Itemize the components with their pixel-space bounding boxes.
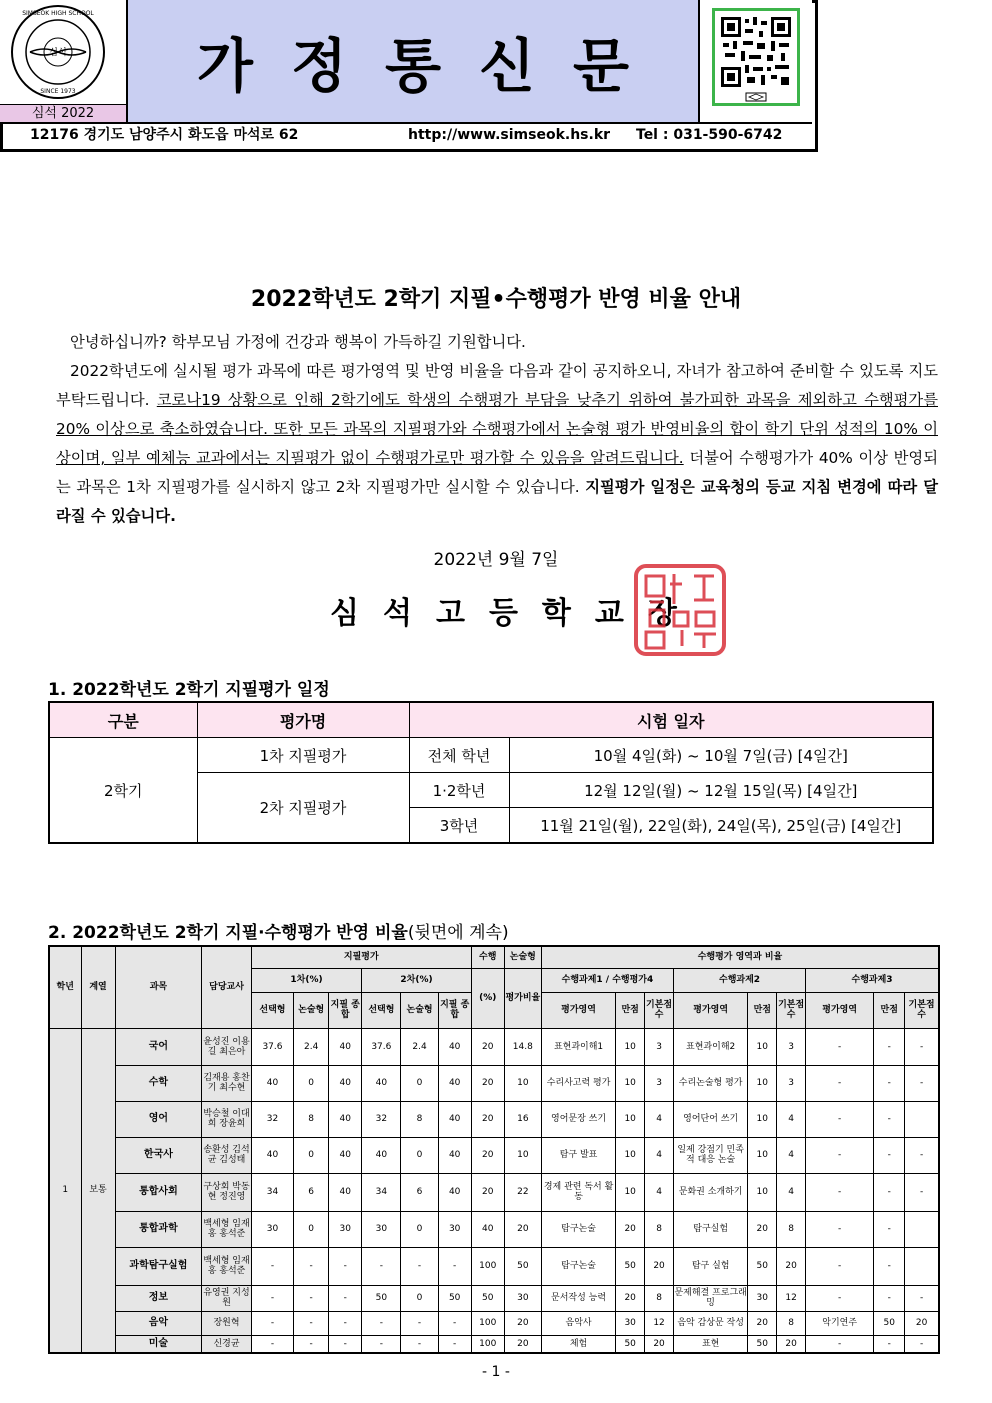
col-header-grade: 학년 (49, 946, 81, 1028)
value-cell: 4 (777, 1101, 806, 1137)
value-cell: 체험 (541, 1335, 615, 1353)
value-cell: 6 (294, 1173, 329, 1211)
value-cell: 8 (645, 1285, 674, 1311)
value-cell: 8 (294, 1101, 329, 1137)
col-header-second-exam: 2차(%) (362, 968, 471, 992)
col-header-subject: 과목 (115, 946, 202, 1028)
telephone: Tel : 031-590-6742 (636, 127, 783, 143)
col-header-base: 기본점수 (645, 992, 674, 1028)
teacher-cell: 구상회 박동현 정진영 (202, 1173, 252, 1211)
value-cell: 4 (645, 1173, 674, 1211)
value-cell: 10 (616, 1028, 645, 1065)
value-cell: - (329, 1311, 362, 1335)
value-cell: 0 (294, 1211, 329, 1247)
value-cell: 16 (504, 1101, 541, 1137)
value-cell: 30 (616, 1311, 645, 1335)
notice-paragraph (56, 357, 938, 531)
value-cell: 표현과이해2 (674, 1028, 748, 1065)
value-cell: - (874, 1335, 905, 1353)
value-cell: 20 (748, 1211, 777, 1247)
value-cell: 20 (471, 1065, 504, 1101)
value-cell: - (401, 1247, 438, 1285)
value-cell: 20 (616, 1211, 645, 1247)
issue-date: 2022년 9월 7일 (433, 550, 559, 570)
table-row (49, 1137, 939, 1173)
value-cell: - (806, 1028, 874, 1065)
value-cell: 20 (645, 1247, 674, 1285)
official-seal-stamp (630, 562, 730, 658)
section1-title: 1. 2022학년도 2학기 지필평가 일정 (48, 680, 330, 700)
subject-cell: 음악 (115, 1311, 202, 1335)
value-cell: - (905, 1173, 939, 1211)
exam-schedule-table (48, 701, 934, 844)
value-cell: - (438, 1247, 471, 1285)
value-cell: 탐구논술 (541, 1247, 615, 1285)
value-cell: 20 (777, 1335, 806, 1353)
value-cell: - (806, 1101, 874, 1137)
value-cell: 20 (748, 1311, 777, 1335)
value-cell: 40 (329, 1101, 362, 1137)
contact-bar (0, 122, 812, 146)
value-cell: 10 (504, 1065, 541, 1101)
subject-cell: 수학 (115, 1065, 202, 1101)
notice-text-rest: 더불어 수행평가가 40% 이상 반영되는 과목은 1차 지필평가를 실시하지 않고 2차 지필평가만 실시할 수 있습니다. (56, 449, 938, 496)
value-cell: - (806, 1137, 874, 1173)
value-cell: 문제해결 프로그래밍 (674, 1285, 748, 1311)
value-cell: 50 (616, 1247, 645, 1285)
value-cell: 50 (504, 1247, 541, 1285)
value-cell: 50 (748, 1335, 777, 1353)
value-cell: 40 (251, 1137, 293, 1173)
value-cell: 4 (777, 1173, 806, 1211)
value-cell: 30 (438, 1211, 471, 1247)
value-cell: 30 (329, 1211, 362, 1247)
value-cell: - (806, 1335, 874, 1353)
col-header-area: 평가영역 (541, 992, 615, 1028)
value-cell: 악기연주 (806, 1311, 874, 1335)
value-cell: 20 (777, 1247, 806, 1285)
value-cell: 영어문장 쓰기 (541, 1101, 615, 1137)
subject-cell: 정보 (115, 1285, 202, 1311)
date-cell: 12월 12일(월) ~ 12월 15일(목) [4일간] (509, 773, 933, 808)
value-cell: 10 (748, 1173, 777, 1211)
section2-title (48, 918, 509, 943)
value-cell: 3 (645, 1065, 674, 1101)
document-title: 2022학년도 2학기 지필•수행평가 반영 비율 안내 (250, 287, 742, 312)
teacher-cell: 송환성 김석균 김성태 (202, 1137, 252, 1173)
value-cell: - (251, 1335, 293, 1353)
value-cell: 영어단어 쓰기 (674, 1101, 748, 1137)
subject-cell: 과학탐구실험 (115, 1247, 202, 1285)
value-cell: 50 (471, 1285, 504, 1311)
teacher-cell: 박승철 이대희 장윤희 (202, 1101, 252, 1137)
subject-cell: 영어 (115, 1101, 202, 1137)
value-cell: 50 (874, 1311, 905, 1335)
value-cell: 6 (401, 1173, 438, 1211)
grade-cell: 1·2학년 (409, 773, 509, 808)
col-header-es: 논술형 (401, 992, 438, 1028)
value-cell: 10 (748, 1101, 777, 1137)
col-header-written: 지필평가 (251, 946, 471, 968)
value-cell: 40 (471, 1211, 504, 1247)
value-cell: - (294, 1335, 329, 1353)
value-cell: - (329, 1335, 362, 1353)
value-cell: 30 (504, 1285, 541, 1311)
value-cell: - (806, 1211, 874, 1247)
value-cell: 8 (777, 1311, 806, 1335)
value-cell: - (905, 1335, 939, 1353)
value-cell: 음악사 (541, 1311, 615, 1335)
value-cell: 30 (251, 1211, 293, 1247)
value-cell: 30 (362, 1211, 401, 1247)
teacher-cell: 윤성진 이용길 최은아 (202, 1028, 252, 1065)
value-cell: - (905, 1028, 939, 1065)
value-cell: - (438, 1311, 471, 1335)
col-header-teacher: 담당교사 (202, 946, 252, 1028)
value-cell: - (806, 1173, 874, 1211)
teacher-cell: 유영권 지성원 (202, 1285, 252, 1311)
col-header-sum: 지필 종합 (329, 992, 362, 1028)
date-cell: 10월 4일(화) ~ 10월 7일(금) [4일간] (509, 738, 933, 773)
value-cell: - (874, 1028, 905, 1065)
value-cell: 100 (471, 1247, 504, 1285)
exam-name-cell: 1차 지필평가 (197, 738, 409, 773)
table-row (49, 1285, 939, 1311)
assessment-ratio-table (48, 945, 940, 1354)
col-header-base: 기본점수 (905, 992, 939, 1028)
value-cell: 3 (645, 1028, 674, 1065)
value-cell: 표현 (674, 1335, 748, 1353)
value-cell: 10 (748, 1028, 777, 1065)
issue-tag: 심석 2022 (0, 104, 128, 122)
value-cell: - (905, 1137, 939, 1173)
value-cell: 50 (616, 1335, 645, 1353)
value-cell: 40 (329, 1065, 362, 1101)
value-cell: 0 (401, 1285, 438, 1311)
table-row (49, 1335, 939, 1353)
value-cell: 0 (401, 1065, 438, 1101)
logo-ring-text: SIMSEOK HIGH SCHOOL (22, 10, 94, 17)
teacher-cell: 백세형 임재홍 홍석준 (202, 1211, 252, 1247)
grade-cell: 전체 학년 (409, 738, 509, 773)
value-cell: 20 (504, 1335, 541, 1353)
value-cell: 40 (362, 1065, 401, 1101)
value-cell (905, 1211, 939, 1247)
teacher-cell: 신경균 (202, 1335, 252, 1353)
value-cell: 수리사고력 평가 (541, 1065, 615, 1101)
value-cell: 50 (362, 1285, 401, 1311)
value-cell: 40 (438, 1137, 471, 1173)
value-cell: 경제 관련 독서 활동 (541, 1173, 615, 1211)
value-cell: - (874, 1173, 905, 1211)
value-cell: 20 (504, 1211, 541, 1247)
section2-title-text: 2. 2022학년도 2학기 지필·수행평가 반영 비율 (48, 923, 408, 943)
grade-cell: 1 (49, 1028, 81, 1353)
value-cell: 34 (362, 1173, 401, 1211)
value-cell: 40 (438, 1173, 471, 1211)
col-header-sum: 지필 종합 (438, 992, 471, 1028)
col-header-mc: 선택형 (362, 992, 401, 1028)
teacher-cell: 백세형 임재홍 홍석준 (202, 1247, 252, 1285)
col-header-essay: 논술형 (504, 946, 541, 968)
table-row (49, 1101, 939, 1137)
value-cell: - (806, 1065, 874, 1101)
value-cell: 0 (294, 1137, 329, 1173)
value-cell: - (874, 1065, 905, 1101)
subject-cell: 미술 (115, 1335, 202, 1353)
value-cell (905, 1247, 939, 1285)
value-cell: - (362, 1335, 401, 1353)
semester-cell: 2학기 (49, 738, 197, 844)
value-cell: 40 (329, 1028, 362, 1065)
value-cell: 10 (504, 1137, 541, 1173)
value-cell: - (329, 1285, 362, 1311)
logo-since-text: SINCE 1973 (40, 88, 76, 95)
value-cell: 수리논술형 평가 (674, 1065, 748, 1101)
value-cell: - (362, 1247, 401, 1285)
value-cell: 4 (645, 1101, 674, 1137)
address: 12176 경기도 남양주시 화도읍 마석로 62 (30, 127, 299, 143)
value-cell: 10 (616, 1101, 645, 1137)
subject-cell: 통합사회 (115, 1173, 202, 1211)
table-row (49, 1065, 939, 1101)
value-cell: 20 (905, 1311, 939, 1335)
value-cell: 40 (362, 1137, 401, 1173)
col-header-full: 만점 (616, 992, 645, 1028)
value-cell: 표현과이해1 (541, 1028, 615, 1065)
value-cell: 일제 강점기 민족적 대응 논술 (674, 1137, 748, 1173)
value-cell: - (905, 1285, 939, 1311)
value-cell: 50 (438, 1285, 471, 1311)
value-cell: 0 (294, 1065, 329, 1101)
value-cell: - (294, 1285, 329, 1311)
table-row (49, 1311, 939, 1335)
page-number: - 1 - (482, 1364, 510, 1380)
value-cell: 100 (471, 1335, 504, 1353)
value-cell: 10 (616, 1173, 645, 1211)
value-cell: 문서작성 능력 (541, 1285, 615, 1311)
subject-cell: 통합과학 (115, 1211, 202, 1247)
notice-text-bold: 지필평가 일정은 교육청의 등교 지침 변경에 따라 달라질 수 있습니다. (56, 478, 939, 525)
teacher-cell: 장원혁 (202, 1311, 252, 1335)
value-cell: - (401, 1335, 438, 1353)
value-cell: 40 (438, 1101, 471, 1137)
value-cell: - (874, 1101, 905, 1137)
greeting-paragraph: 안녕하십니까? 학부모님 가정에 건강과 행복이 가득하길 기원합니다. (70, 333, 526, 351)
value-cell: 4 (645, 1137, 674, 1173)
col-header-essay-ratio: 평가비율 (504, 968, 541, 1028)
value-cell: 20 (645, 1335, 674, 1353)
value-cell: - (251, 1285, 293, 1311)
value-cell: 20 (616, 1285, 645, 1311)
value-cell: 10 (748, 1065, 777, 1101)
logo-center-text: 심석 (49, 48, 67, 58)
value-cell: 20 (471, 1028, 504, 1065)
value-cell: 2.4 (294, 1028, 329, 1065)
value-cell: - (874, 1137, 905, 1173)
col-header-percent: (%) (471, 968, 504, 1028)
value-cell: 10 (748, 1137, 777, 1173)
value-cell: - (362, 1311, 401, 1335)
value-cell: 문화권 소개하기 (674, 1173, 748, 1211)
subject-cell: 국어 (115, 1028, 202, 1065)
col-header-mc: 선택형 (251, 992, 293, 1028)
value-cell: 37.6 (362, 1028, 401, 1065)
qr-code-icon[interactable] (715, 11, 797, 103)
exam-name-cell: 2차 지필평가 (197, 773, 409, 844)
col-header-task1: 수행과제1 / 수행평가4 (541, 968, 673, 992)
section2-title-suffix: (뒷면에 계속) (407, 923, 509, 943)
value-cell: 50 (748, 1247, 777, 1285)
value-cell: 0 (401, 1137, 438, 1173)
value-cell: 40 (251, 1065, 293, 1101)
value-cell: - (806, 1285, 874, 1311)
track-cell: 보통 (81, 1028, 115, 1353)
value-cell: 탐구실험 (674, 1211, 748, 1247)
value-cell: 32 (251, 1101, 293, 1137)
value-cell: 12 (777, 1285, 806, 1311)
col-header-area: 평가영역 (806, 992, 874, 1028)
value-cell: 2.4 (401, 1028, 438, 1065)
value-cell: - (874, 1211, 905, 1247)
value-cell: 8 (645, 1211, 674, 1247)
value-cell: 탐구 실험 (674, 1247, 748, 1285)
table-row (49, 1247, 939, 1285)
value-cell: 40 (438, 1028, 471, 1065)
col-header-task2: 수행과제2 (674, 968, 806, 992)
value-cell: 30 (748, 1285, 777, 1311)
newsletter-title: 가정통신문 (128, 0, 700, 122)
value-cell: - (905, 1065, 939, 1101)
value-cell: 100 (471, 1311, 504, 1335)
subject-cell: 한국사 (115, 1137, 202, 1173)
principal-signature: 심석고등학교장 (330, 596, 701, 631)
value-cell: 20 (471, 1137, 504, 1173)
col-header-first-exam: 1차(%) (251, 968, 361, 992)
value-cell: 20 (471, 1173, 504, 1211)
col-header-performance: 수행 (471, 946, 504, 968)
table-row (49, 1028, 939, 1065)
col-header-full: 만점 (874, 992, 905, 1028)
assessment-rows (49, 1028, 939, 1353)
value-cell: 40 (329, 1173, 362, 1211)
value-cell: - (806, 1247, 874, 1285)
value-cell: 34 (251, 1173, 293, 1211)
value-cell: 12 (645, 1311, 674, 1335)
col-header-performance-areas: 수행평가 영역과 비율 (541, 946, 939, 968)
value-cell: - (329, 1247, 362, 1285)
value-cell: - (401, 1311, 438, 1335)
value-cell: - (874, 1285, 905, 1311)
value-cell: - (874, 1247, 905, 1285)
value-cell: 8 (401, 1101, 438, 1137)
value-cell: 3 (777, 1065, 806, 1101)
value-cell: 8 (777, 1211, 806, 1247)
table-row (49, 1211, 939, 1247)
col-header-exam-name: 평가명 (197, 702, 409, 738)
date-cell: 11월 21일(월), 22일(화), 24일(목), 25일(금) [4일간] (509, 808, 933, 844)
grade-cell: 3학년 (409, 808, 509, 844)
value-cell: 음악 감상문 작성 (674, 1311, 748, 1335)
newsletter-header (0, 0, 818, 152)
notice-text-intro: 2022학년도에 실시될 평가 과목에 따른 평가영역 및 반영 비율을 다음과 같이 공지하오니, 자녀가 참고하여 준비할 수 있도록 지도 부탁드립니다. (56, 362, 938, 409)
value-cell: 탐구논술 (541, 1211, 615, 1247)
col-header-category: 구분 (49, 702, 197, 738)
value-cell: 20 (471, 1101, 504, 1137)
col-header-full: 만점 (748, 992, 777, 1028)
value-cell: 탐구 발표 (541, 1137, 615, 1173)
value-cell: 40 (438, 1065, 471, 1101)
qr-code-area (700, 0, 812, 122)
value-cell (905, 1101, 939, 1137)
col-header-base: 기본점수 (777, 992, 806, 1028)
value-cell: - (251, 1247, 293, 1285)
value-cell: 37.6 (251, 1028, 293, 1065)
table-row (49, 1173, 939, 1211)
col-header-track: 계열 (81, 946, 115, 1028)
value-cell: 14.8 (504, 1028, 541, 1065)
value-cell: 22 (504, 1173, 541, 1211)
value-cell: 0 (401, 1211, 438, 1247)
value-cell: - (251, 1311, 293, 1335)
value-cell: 40 (329, 1137, 362, 1173)
school-logo (0, 0, 128, 104)
value-cell: - (438, 1335, 471, 1353)
value-cell: 10 (616, 1137, 645, 1173)
value-cell: 4 (777, 1137, 806, 1173)
value-cell: 10 (616, 1065, 645, 1101)
website-link[interactable]: http://www.simseok.hs.kr (408, 127, 611, 143)
value-cell: 20 (504, 1311, 541, 1335)
col-header-exam-date: 시험 일자 (409, 702, 933, 738)
teacher-cell: 김재용 홍찬기 최수현 (202, 1065, 252, 1101)
value-cell: 3 (777, 1028, 806, 1065)
value-cell: - (294, 1311, 329, 1335)
col-header-task3: 수행과제3 (806, 968, 939, 992)
value-cell: - (294, 1247, 329, 1285)
col-header-area: 평가영역 (674, 992, 748, 1028)
notice-text-underlined: 코로나19 상황으로 인해 2학기에도 학생의 수행평가 부담을 낮추기 위하여 불가피한 과목을 제외하고 수행평가를 20% 이상으로 축소하였습니다. 또한 모든 과목의 지필평가와 수행평가에서 논술형 평가 반영비율의 합이 학기 단위 성적의 10% 이상이며, 일부 예체능 교과에서는 지필평가 없이 수행평가로만 평가할 수 있음을 알려드립니다. (56, 391, 938, 467)
value-cell: 32 (362, 1101, 401, 1137)
col-header-es: 논술형 (294, 992, 329, 1028)
